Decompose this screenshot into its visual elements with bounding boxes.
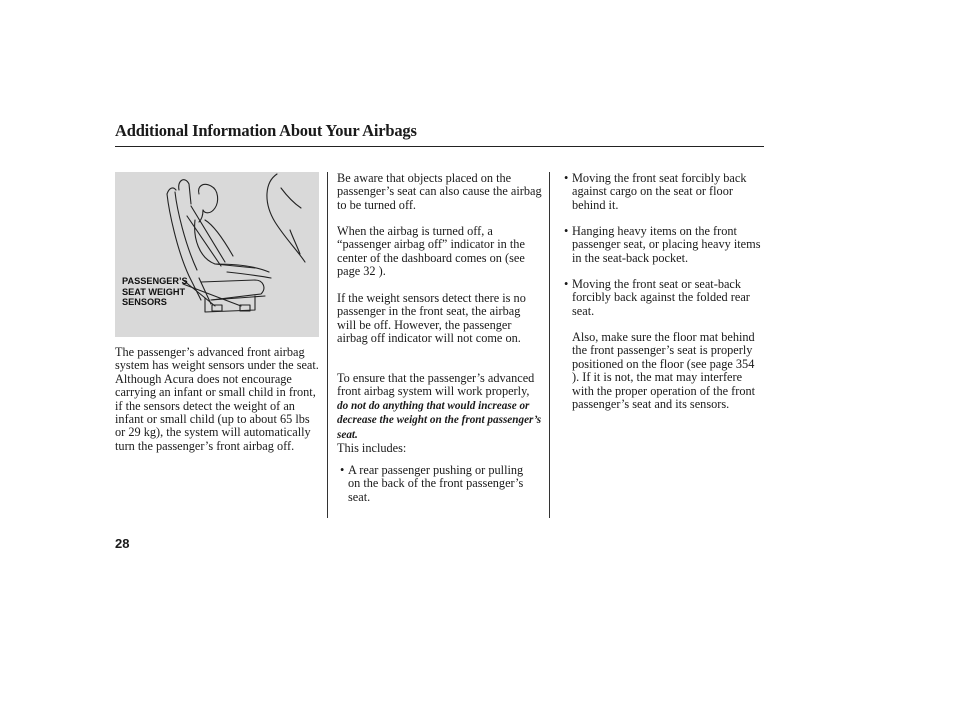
column2-warning-emphasis: do not do anything that would increase or decrease the weight on the front passenger’s seat. xyxy=(337,399,542,441)
bullet-marker: • xyxy=(564,224,569,238)
bullet-text: Hanging heavy items on the front passenger seat, or placing heavy items in the seat-back pocket. xyxy=(572,224,761,265)
page-number: 28 xyxy=(115,536,130,551)
column2-paragraph-1: Be aware that objects placed on the passenger’s seat can also cause the airbag to be turned off. xyxy=(337,171,542,212)
column1-paragraph: The passenger’s advanced front airbag system has weight sensors under the seat. Although Acura does not encourage carrying an infant or small child in front, if the sensors detect the weight of an infant or small child (up to about 65 lbs or 29 kg), the system will automatically turn the passenger’s front airbag off. xyxy=(115,345,319,453)
bullet-marker: • xyxy=(340,463,345,477)
bullet-text: Moving the front seat or seat-back forcibly back against the folded rear seat. xyxy=(572,277,750,318)
column-divider-left xyxy=(327,172,328,518)
bullet-text: A rear passenger pushing or pulling on the back of the front passenger’s seat. xyxy=(348,463,524,504)
column3-paragraph: Also, make sure the floor mat behind the front passenger’s seat is properly positioned on the floor (see page 354 ). If it is not, the mat may interfere with the proper operation of the front passenger’s seat and its sensors. xyxy=(572,330,756,412)
bullet-text: Moving the front seat forcibly back against cargo on the seat or floor behind it. xyxy=(572,171,747,212)
title-rule xyxy=(115,146,764,147)
column2-paragraph-3: If the weight sensors detect there is no passenger in the front seat, the airbag will be off. However, the passenger airbag off indicator will not come on. xyxy=(337,291,526,346)
figure-label: PASSENGER’S SEAT WEIGHT SENSORS xyxy=(122,276,188,308)
seat-illustration-drawing xyxy=(115,172,319,337)
column2-paragraph-2: When the airbag is turned off, a “passenger airbag off” indicator in the center of the dashboard comes on (see page 32 ). xyxy=(337,224,525,279)
column-divider-right xyxy=(549,172,550,518)
column2-paragraph-4 xyxy=(337,372,542,455)
page-title: Additional Information About Your Airbags xyxy=(115,121,417,140)
bullet-marker: • xyxy=(564,277,569,291)
column2-paragraph-4-lead: To ensure that the passenger’s advanced front airbag system will work properly, xyxy=(337,371,535,399)
column2-paragraph-4-tail: This includes: xyxy=(337,441,407,456)
seat-sensor-illustration xyxy=(115,172,319,337)
bullet-marker: • xyxy=(564,171,569,185)
